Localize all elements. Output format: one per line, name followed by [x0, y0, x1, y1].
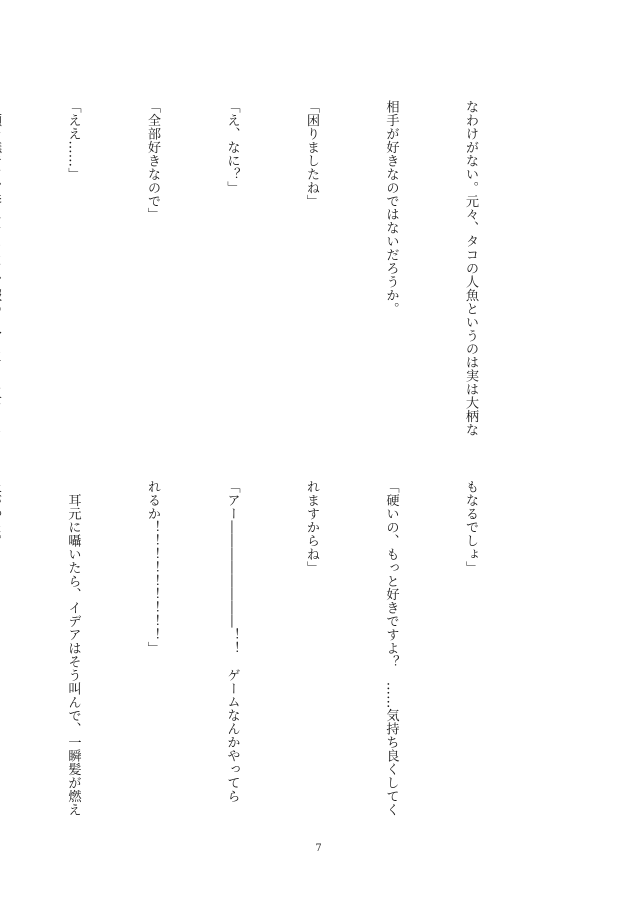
- text-line: 「アー――――――――！！ ゲームなんかやってら: [224, 480, 240, 803]
- text-line: れますからね」: [304, 480, 319, 575]
- text-line: [0, 100, 6, 440]
- text-line: 相手が好きなのではないだろうか。: [383, 100, 399, 316]
- text-line: もなるでしょ」: [463, 480, 478, 575]
- text-block-bottom: [0, 480, 536, 820]
- text-block-top: [0, 100, 536, 440]
- text-line: 「え、なに？」: [224, 100, 240, 195]
- text-line: 「ええ……」: [65, 100, 81, 181]
- text-line: 「硬いの、もっと好きですよ？ ……気持ち良くしてく: [383, 480, 399, 817]
- text-line: 「全部好きなので」: [145, 100, 160, 222]
- text-line: [0, 480, 6, 820]
- text-line: なわけがない。元々、タコの人魚というのは実は大柄な: [463, 100, 478, 437]
- text-line: れるか！！！！！！！！！」: [145, 480, 160, 655]
- text-line: 「困りましたね」: [304, 100, 319, 208]
- page-number: 7: [315, 843, 322, 854]
- text-line: 耳元に囁いたら、イデアはそう叫んで、一瞬髪が燃え: [65, 480, 81, 817]
